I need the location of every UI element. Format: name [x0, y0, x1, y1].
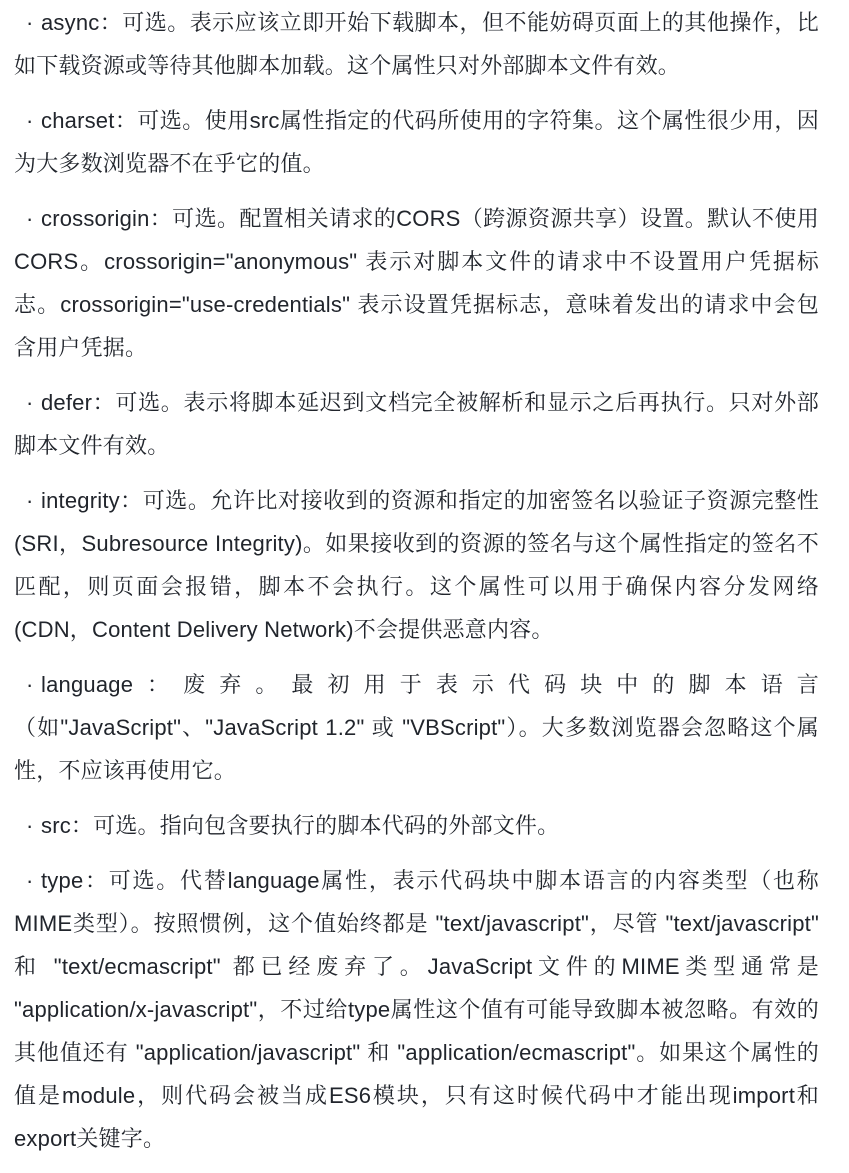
attr-item-crossorigin — [14, 197, 819, 369]
bullet-icon: · — [26, 390, 34, 415]
attr-item-text: async：可选。表示应该立即开始下载脚本，但不能妨碍页面上的其他操作，比如下载资源或等待其他脚本加载。这个属性只对外部脚本文件有效。 — [14, 10, 819, 78]
bullet-icon: · — [26, 206, 34, 231]
attr-item-text: defer：可选。表示将脚本延迟到文档完全被解析和显示之后再执行。只对外部脚本文件有效。 — [14, 390, 819, 458]
attr-item-text: integrity：可选。允许比对接收到的资源和指定的加密签名以验证子资源完整性(SRI，Subresource Integrity)。如果接收到的资源的签名与这个属性指定的签名不匹配，则页面会报错，脚本不会执行。这个属性可以用于确保内容分发网络(CDN，Content Delivery Network)不会提供恶意内容。 — [14, 488, 819, 642]
attr-item-integrity — [14, 479, 819, 651]
bullet-icon: · — [26, 108, 34, 133]
attr-item-defer — [14, 381, 819, 467]
attr-item-type — [14, 859, 819, 1160]
attr-item-charset — [14, 99, 819, 185]
attr-item-text: language：废弃。最初用于表示代码块中的脚本语言（如"JavaScript"、"JavaScript 1.2" 或 "VBScript"）。大多数浏览器会忽略这个属性，不应该再使用它。 — [14, 672, 819, 783]
attr-item-async — [14, 1, 819, 87]
bullet-icon: · — [26, 10, 34, 35]
bullet-icon: · — [26, 813, 34, 838]
attr-item-text: type：可选。代替language属性，表示代码块中脚本语言的内容类型（也称MIME类型）。按照惯例，这个值始终都是 "text/javascript"，尽管 "text/javascript" 和 "text/ecmascript" 都已经废弃了。JavaScript文件的MIME类型通常是 "application/x-javascript"，不过给type属性这个值有可能导致脚本被忽略。有效的其他值还有 "application/javascript" 和 "application/ecmascript"。如果这个属性的值是module，则代码会被当成ES6模块，只有这时候代码中才能出现import和export关键字。 — [14, 868, 819, 1151]
attr-item-language — [14, 663, 819, 792]
attr-item-text: src：可选。指向包含要执行的脚本代码的外部文件。 — [41, 813, 560, 838]
bullet-icon: · — [26, 488, 34, 513]
attr-item-src — [14, 804, 819, 847]
attr-item-text: charset：可选。使用src属性指定的代码所使用的字符集。这个属性很少用，因为大多数浏览器不在乎它的值。 — [14, 108, 819, 176]
attr-item-text: crossorigin：可选。配置相关请求的CORS（跨源资源共享）设置。默认不使用CORS。crossorigin="anonymous" 表示对脚本文件的请求中不设置用户凭据标志。crossorigin="use-credentials" 表示设置凭据标志，意味着发出的请求中会包含用户凭据。 — [14, 206, 819, 360]
bullet-icon: · — [26, 868, 34, 893]
bullet-icon: · — [26, 672, 34, 697]
